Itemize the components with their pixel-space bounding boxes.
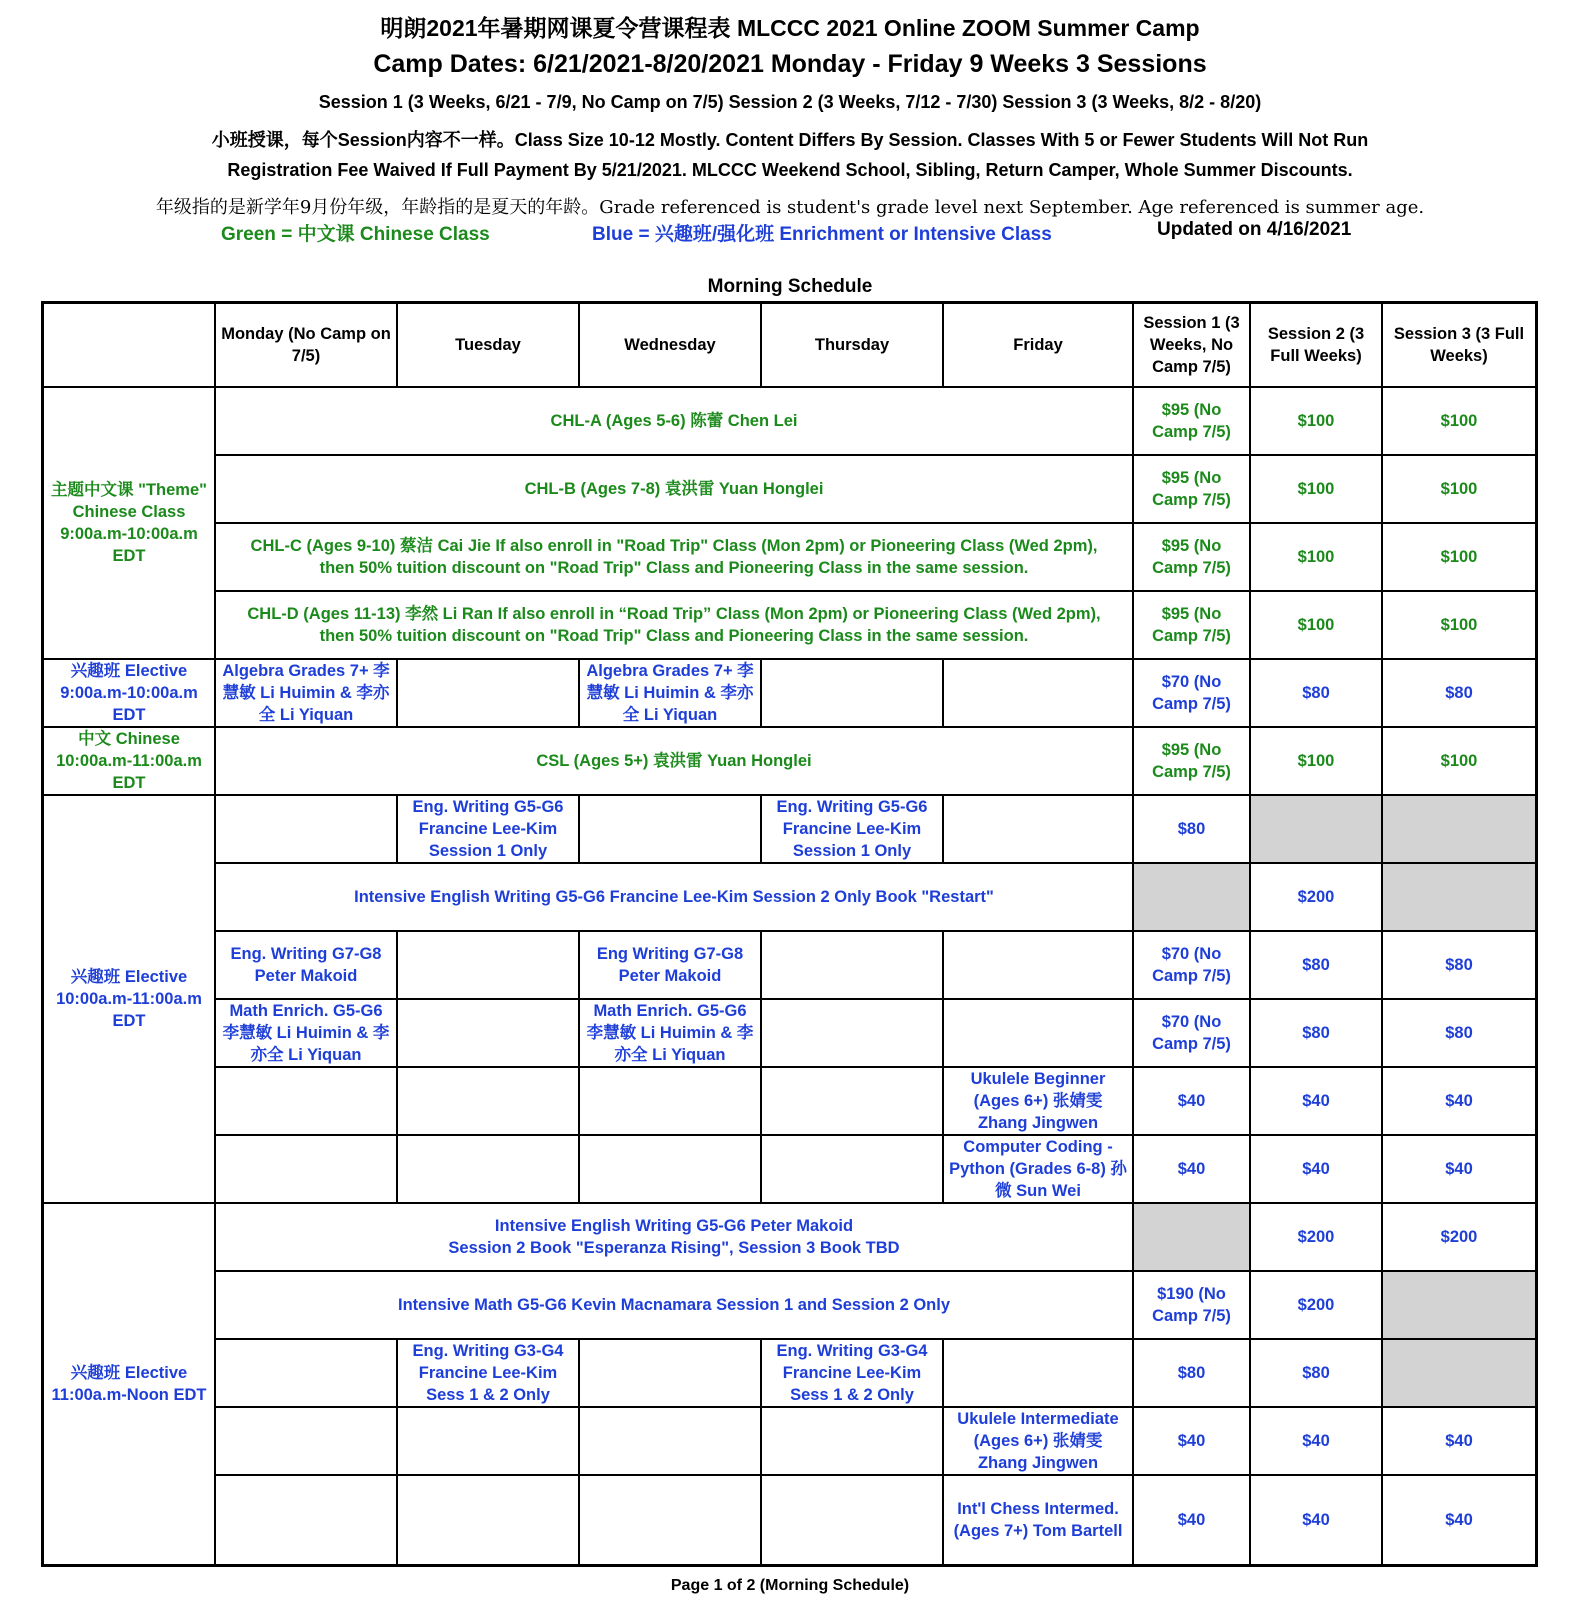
class-eng-writing-g5g6-thursday: Eng. Writing G5-G6 Francine Lee-Kim Session 1 Only xyxy=(762,796,944,864)
header-wednesday: Wednesday xyxy=(580,304,762,388)
empty-cell xyxy=(762,1408,944,1476)
grade-note: 年级指的是新学年9月份年级，年龄指的是夏天的年龄。Grade referenced is student's grade level next September. Age referenced is summer age. xyxy=(155,197,1425,218)
group-elective-9am: 兴趣班 Elective 9:00a.m-10:00a.m EDT xyxy=(44,660,216,728)
unavailable-cell xyxy=(1383,864,1535,932)
price-session-3: $40 xyxy=(1445,1511,1473,1529)
header-friday: Friday xyxy=(944,304,1134,388)
class-size-note: 小班授课，每个Session内容不一样。Class Size 10-12 Mostly. Content Differs By Session. Classes With 5 or Fewer Students Will Not Run xyxy=(211,130,1369,150)
class-eng-writing-g7g8-wednesday: Eng Writing G7-G8 Peter Makoid xyxy=(580,932,762,1000)
empty-cell xyxy=(762,1068,944,1136)
price-session-2: $40 xyxy=(1251,1476,1383,1564)
empty-cell xyxy=(216,1068,398,1136)
class-ukulele-beginner: Ukulele Beginner (Ages 6+) 张婧雯 Zhang Jingwen xyxy=(944,1068,1134,1136)
empty-cell xyxy=(580,1068,762,1136)
price-session-1: $95 (No Camp 7/5) xyxy=(1134,728,1251,796)
price-session-3: $80 xyxy=(1383,1000,1535,1068)
price-session-3: $100 xyxy=(1383,524,1535,592)
price-session-2: $40 xyxy=(1251,1136,1383,1204)
class-eng-writing-g5g6-tuesday: Eng. Writing G5-G6 Francine Lee-Kim Session 1 Only xyxy=(398,796,580,864)
empty-cell xyxy=(398,932,580,1000)
price-session-1: $95 (No Camp 7/5) xyxy=(1134,388,1251,456)
empty-cell xyxy=(398,1476,580,1564)
class-chl-d: CHL-D (Ages 11-13) 李然 Li Ran If also enroll in “Road Trip” Class (Mon 2pm) or Pioneering Class (Wed 2pm), then 50% tuition discount on "Road Trip" Class and Pioneering Class in the same session. xyxy=(216,592,1134,660)
price-session-3: $40 xyxy=(1383,1408,1535,1476)
price-session-1: $95 (No Camp 7/5) xyxy=(1134,592,1251,660)
price-session-1: $95 (No Camp 7/5) xyxy=(1134,524,1251,592)
price-session-2: $80 xyxy=(1251,660,1383,728)
unavailable-cell xyxy=(1251,796,1383,864)
price-session-3: $40 xyxy=(1383,1068,1535,1136)
class-intensive-english-pm-line2: Session 2 Book "Esperanza Rising", Session 3 Book TBD xyxy=(448,1239,900,1257)
price-session-1: $40 xyxy=(1134,1068,1251,1136)
price-session-3: $100 xyxy=(1383,728,1535,796)
schedule-title: Morning Schedule xyxy=(707,276,873,297)
price-session-3: $100 xyxy=(1383,388,1535,456)
empty-cell xyxy=(762,660,944,728)
empty-cell xyxy=(580,796,762,864)
page-title: 明朗2021年暑期网课夏令营课程表 MLCCC 2021 Online ZOOM Summer Camp xyxy=(380,15,1200,41)
price-session-2: $200 xyxy=(1251,864,1383,932)
empty-cell xyxy=(762,1476,944,1564)
price-session-3: $200 xyxy=(1383,1204,1535,1272)
price-session-1: $70 (No Camp 7/5) xyxy=(1134,932,1251,1000)
price-session-2: $100 xyxy=(1251,592,1383,660)
class-computer-coding: Computer Coding - Python (Grades 6-8) 孙微 Sun Wei xyxy=(944,1136,1134,1204)
empty-cell xyxy=(762,1136,944,1204)
empty-cell xyxy=(398,1068,580,1136)
camp-dates: Camp Dates: 6/21/2021-8/20/2021 Monday - Friday 9 Weeks 3 Sessions xyxy=(373,50,1207,78)
empty-cell xyxy=(944,932,1134,1000)
class-algebra-monday: Algebra Grades 7+ 李慧敏 Li Huimin & 李亦全 Li Yiquan xyxy=(216,660,398,728)
price-session-2: $200 xyxy=(1251,1272,1383,1340)
empty-cell xyxy=(944,660,1134,728)
header-session-1: Session 1 (3 Weeks, No Camp 7/5) xyxy=(1134,304,1251,388)
empty-cell xyxy=(580,1408,762,1476)
empty-cell xyxy=(762,1000,944,1068)
empty-cell xyxy=(398,1136,580,1204)
class-intensive-english-flk: Intensive English Writing G5-G6 Francine Lee-Kim Session 2 Only Book "Restart" xyxy=(216,864,1134,932)
header-monday: Monday (No Camp on 7/5) xyxy=(216,304,398,388)
updated-date: Updated on 4/16/2021 xyxy=(1157,219,1352,240)
header-session-2: Session 2 (3 Full Weeks) xyxy=(1251,304,1383,388)
empty-cell xyxy=(398,1000,580,1068)
price-session-1: $40 xyxy=(1134,1136,1251,1204)
empty-cell xyxy=(398,1408,580,1476)
unavailable-cell xyxy=(1383,796,1535,864)
empty-cell xyxy=(216,796,398,864)
empty-cell xyxy=(216,1408,398,1476)
group-chinese-10am: 中文 Chinese 10:00a.m-11:00a.m EDT xyxy=(44,728,216,796)
price-session-2: $40 xyxy=(1251,1068,1383,1136)
empty-cell xyxy=(216,1340,398,1408)
price-session-2: $200 xyxy=(1251,1204,1383,1272)
class-intensive-english-pm xyxy=(216,1204,1134,1272)
group-elective-10am: 兴趣班 Elective 10:00a.m-11:00a.m EDT xyxy=(44,796,216,1204)
price-session-2: $80 xyxy=(1251,1000,1383,1068)
unavailable-cell xyxy=(1383,1272,1535,1340)
unavailable-cell xyxy=(1383,1340,1535,1408)
class-intensive-math: Intensive Math G5-G6 Kevin Macnamara Session 1 and Session 2 Only xyxy=(216,1272,1134,1340)
class-ukulele-intermediate: Ukulele Intermediate (Ages 6+) 张婧雯 Zhang Jingwen xyxy=(944,1408,1134,1476)
class-chl-c: CHL-C (Ages 9-10) 蔡洁 Cai Jie If also enroll in "Road Trip" Class (Mon 2pm) or Pioneering Class (Wed 2pm), then 50% tuition discount on "Road Trip" Class and Pioneering Class in the same session. xyxy=(216,524,1134,592)
price-session-2: $80 xyxy=(1251,932,1383,1000)
price-session-2: $80 xyxy=(1251,1340,1383,1408)
unavailable-cell xyxy=(1134,1204,1251,1272)
price-session-1: $80 xyxy=(1134,1340,1251,1408)
empty-cell xyxy=(580,1340,762,1408)
price-session-1: $95 (No Camp 7/5) xyxy=(1134,456,1251,524)
price-session-2: $100 xyxy=(1251,388,1383,456)
price-session-3: $80 xyxy=(1383,932,1535,1000)
class-eng-writing-g7g8-monday: Eng. Writing G7-G8 Peter Makoid xyxy=(216,932,398,1000)
price-session-1: $40 xyxy=(1134,1408,1251,1476)
price-session-1: $70 (No Camp 7/5) xyxy=(1134,1000,1251,1068)
class-intl-chess: Int'l Chess Intermed. (Ages 7+) Tom Bartell xyxy=(944,1476,1134,1564)
unavailable-cell xyxy=(1134,864,1251,932)
class-eng-writing-g3g4-thursday: Eng. Writing G3-G4 Francine Lee-Kim Sess 1 & 2 Only xyxy=(762,1340,944,1408)
header-session-3: Session 3 (3 Full Weeks) xyxy=(1383,304,1535,388)
price-session-1: $70 (No Camp 7/5) xyxy=(1134,660,1251,728)
session-dates: Session 1 (3 Weeks, 6/21 - 7/9, No Camp on 7/5) Session 2 (3 Weeks, 7/12 - 7/30) Session 3 (3 Weeks, 8/2 - 8/20) xyxy=(318,92,1262,112)
class-math-enrich-wednesday: Math Enrich. G5-G6 李慧敏 Li Huimin & 李亦全 Li Yiquan xyxy=(580,1000,762,1068)
header-tuesday: Tuesday xyxy=(398,304,580,388)
price-session-2: $100 xyxy=(1251,728,1383,796)
empty-cell xyxy=(216,1476,398,1564)
price-session-3: $40 xyxy=(1383,1136,1535,1204)
legend-blue: Blue = 兴趣班/强化班 Enrichment or Intensive Class xyxy=(592,224,1052,245)
class-chl-a: CHL-A (Ages 5-6) 陈蕾 Chen Lei xyxy=(216,388,1134,456)
price-session-3: $80 xyxy=(1383,660,1535,728)
price-session-2: $40 xyxy=(1251,1408,1383,1476)
empty-cell xyxy=(944,796,1134,864)
class-eng-writing-g3g4-tuesday: Eng. Writing G3-G4 Francine Lee-Kim Sess 1 & 2 Only xyxy=(398,1340,580,1408)
page-footer: Page 1 of 2 (Morning Schedule) xyxy=(670,1577,910,1594)
registration-note: Registration Fee Waived If Full Payment By 5/21/2021. MLCCC Weekend School, Sibling, Return Camper, Whole Summer Discounts. xyxy=(227,160,1353,180)
price-session-2: $100 xyxy=(1251,456,1383,524)
empty-cell xyxy=(216,1136,398,1204)
price-session-3: $100 xyxy=(1383,456,1535,524)
class-math-enrich-monday: Math Enrich. G5-G6 李慧敏 Li Huimin & 李亦全 Li Yiquan xyxy=(216,1000,398,1068)
class-csl: CSL (Ages 5+) 袁洪雷 Yuan Honglei xyxy=(216,728,1134,796)
empty-cell xyxy=(398,660,580,728)
class-intensive-english-pm-line1: Intensive English Writing G5-G6 Peter Makoid xyxy=(494,1217,854,1235)
empty-cell xyxy=(944,1000,1134,1068)
class-chl-b: CHL-B (Ages 7-8) 袁洪雷 Yuan Honglei xyxy=(216,456,1134,524)
group-elective-11am: 兴趣班 Elective 11:00a.m-Noon EDT xyxy=(44,1204,216,1564)
price-session-2: $100 xyxy=(1251,524,1383,592)
price-session-1: $190 (No Camp 7/5) xyxy=(1134,1272,1251,1340)
header-thursday: Thursday xyxy=(762,304,944,388)
class-algebra-wednesday: Algebra Grades 7+ 李慧敏 Li Huimin & 李亦全 Li Yiquan xyxy=(580,660,762,728)
group-theme-chinese: 主题中文课 "Theme" Chinese Class 9:00a.m-10:00a.m EDT xyxy=(44,388,216,660)
empty-cell xyxy=(580,1136,762,1204)
header-blank xyxy=(44,304,216,388)
price-session-1: $40 xyxy=(1134,1476,1251,1564)
empty-cell xyxy=(580,1476,762,1564)
legend-green: Green = 中文课 Chinese Class xyxy=(221,224,490,245)
price-session-3: $100 xyxy=(1383,592,1535,660)
schedule-table xyxy=(41,301,1538,1567)
empty-cell xyxy=(762,932,944,1000)
empty-cell xyxy=(944,1340,1134,1408)
price-session-1: $80 xyxy=(1134,796,1251,864)
color-legend xyxy=(0,219,1580,245)
